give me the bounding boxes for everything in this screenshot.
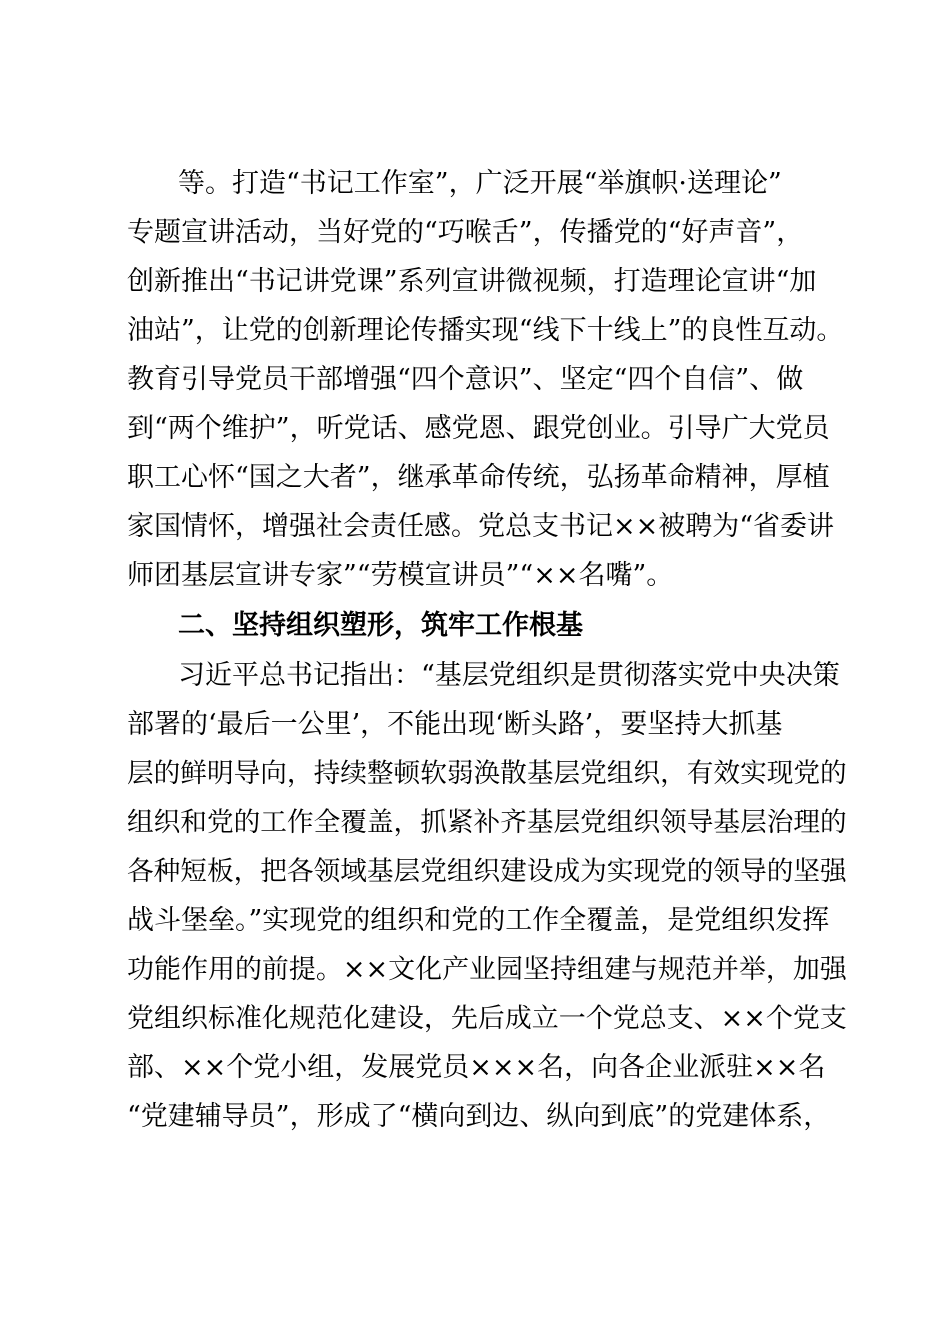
body-text-line: 党组织标准化规范化建设，先后成立一个党总支、××个党支 [127, 1003, 847, 1034]
body-text-line: 部、××个党小组，发展党员×××名，向各企业派驻××名 [127, 1052, 826, 1083]
body-text-line: 油站”，让党的创新理论传播实现“线下十线上”的良性互动。 [127, 315, 844, 346]
body-text-line: 功能作用的前提。××文化产业园坚持组建与规范并举，加强 [127, 954, 847, 985]
body-text-line: 教育引导党员干部增强“四个意识”、坚定“四个自信”、做 [127, 364, 804, 395]
section-heading: 二、坚持组织塑形，筑牢工作根基 [178, 610, 583, 641]
body-text-line: 职工心怀“国之大者”，继承革命传统，弘扬革命精神，厚植 [127, 462, 830, 493]
body-text-line: 组织和党的工作全覆盖，抓紧补齐基层党组织领导基层治理的 [127, 807, 847, 838]
body-text-line: 部署的‘最后一公里’，不能出现‘断头路’，要坚持大抓基 [127, 709, 783, 740]
body-text-line: 创新推出“书记讲党课”系列宣讲微视频，打造理论宣讲“加 [127, 266, 817, 297]
body-text-line: 家国情怀，增强社会责任感。党总支书记××被聘为“省委讲 [127, 511, 835, 542]
body-text-line: 师团基层宣讲专家”“劳模宣讲员”“××名嘴”。 [127, 560, 674, 591]
body-text-line: 层的鲜明导向，持续整顿软弱涣散基层党组织，有效实现党的 [127, 758, 847, 789]
body-text-line: 习近平总书记指出：“基层党组织是贯彻落实党中央决策 [178, 660, 840, 691]
body-text-line: 等。打造“书记工作室”，广泛开展“举旗帜·送理论” [178, 168, 782, 199]
body-text-line: 各种短板，把各领域基层党组织建设成为实现党的领导的坚强 [127, 856, 847, 887]
body-text-line: 专题宣讲活动，当好党的“巧喉舌”，传播党的“好声音”， [127, 217, 804, 248]
body-text-line: 战斗堡垒。”实现党的组织和党的工作全覆盖，是党组织发挥 [127, 905, 830, 936]
body-text-line: “党建辅导员”，形成了“横向到边、纵向到底”的党建体系， [127, 1101, 831, 1132]
body-text-line: 到“两个维护”，听党话、感党恩、跟党创业。引导广大党员 [127, 413, 830, 444]
